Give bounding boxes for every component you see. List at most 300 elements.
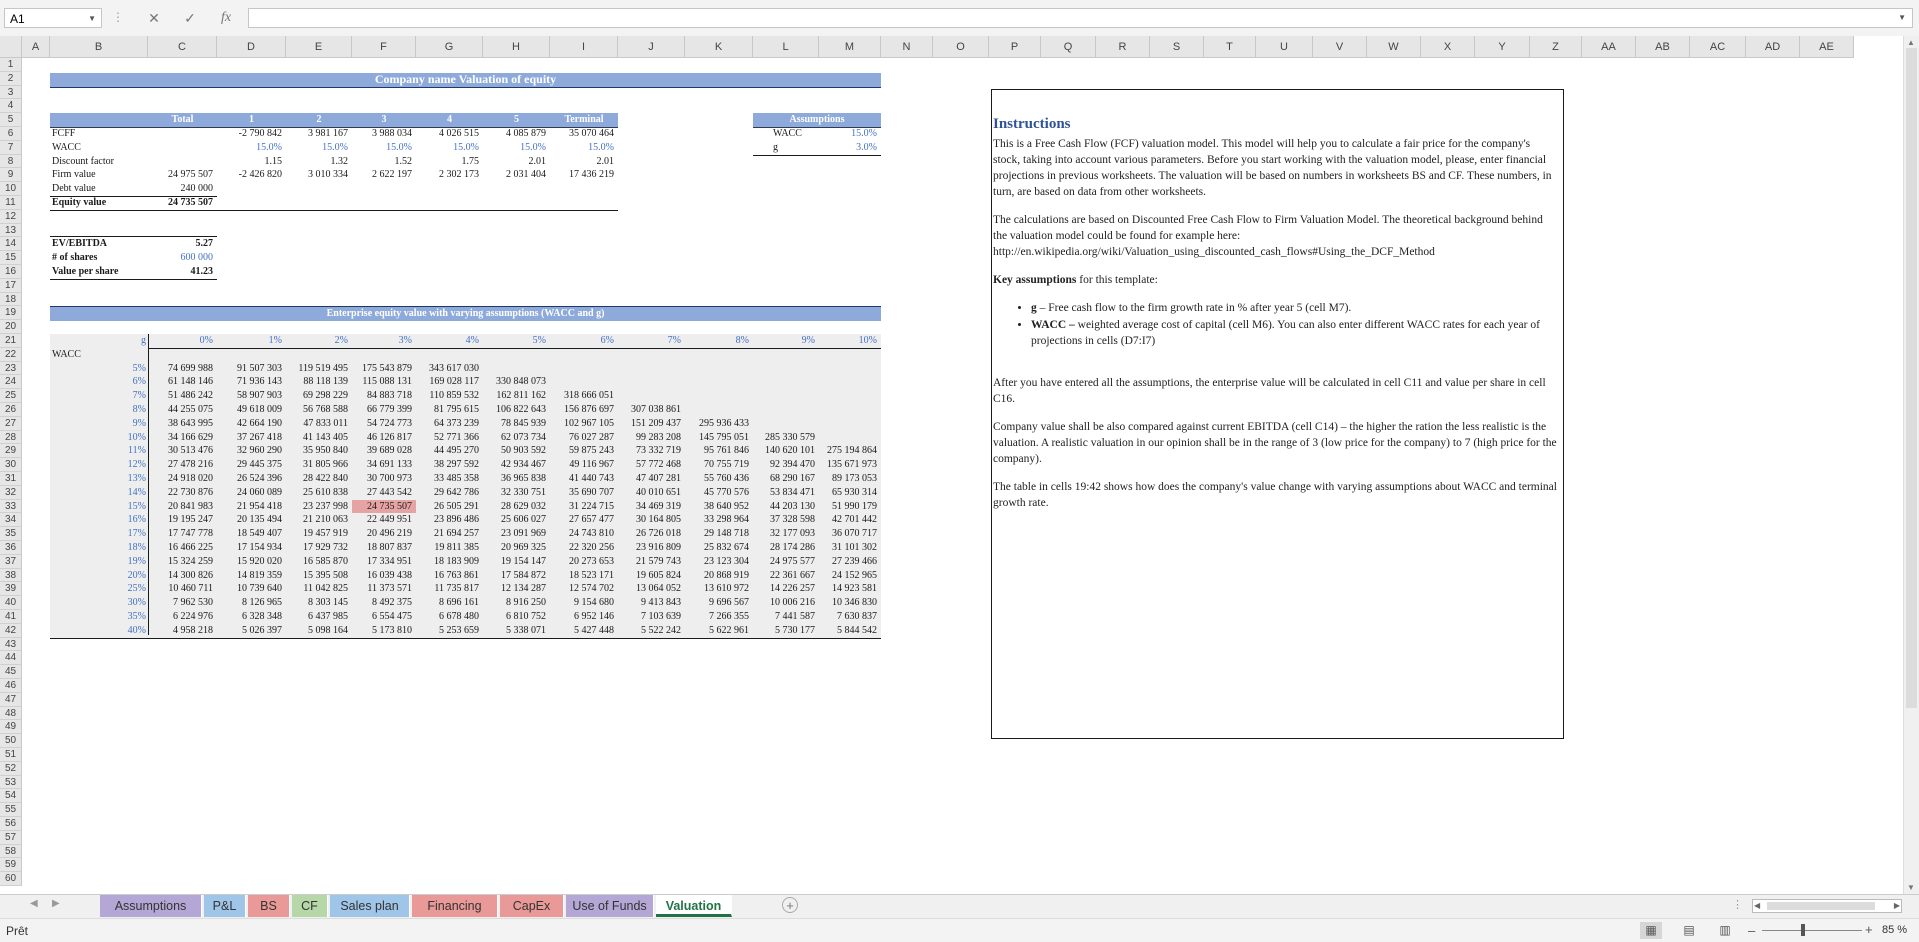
sensitivity-cell[interactable]: 22 449 951 (367, 514, 412, 526)
table-cell[interactable]: 24 735 507 (168, 197, 213, 208)
sensitivity-cell[interactable]: 21 579 743 (636, 555, 681, 567)
row-header[interactable]: 26 (0, 403, 22, 417)
sensitivity-cell[interactable]: 162 811 162 (496, 390, 546, 402)
sensitivity-cell[interactable]: 9 413 843 (641, 597, 681, 609)
sensitivity-cell[interactable]: 318 666 051 (564, 390, 614, 402)
row-header[interactable]: 52 (0, 762, 22, 776)
sensitivity-cell[interactable]: 38 640 952 (704, 500, 749, 512)
sensitivity-cell[interactable]: 6 328 348 (242, 611, 282, 622)
sensitivity-cell[interactable]: 58 907 903 (237, 390, 282, 402)
sensitivity-cell[interactable]: 25 606 027 (501, 514, 546, 526)
sensitivity-cell[interactable]: 23 091 969 (501, 528, 546, 540)
table-cell[interactable]: 15.0% (453, 141, 479, 153)
sensitivity-cell[interactable]: 22 320 256 (569, 542, 614, 553)
row-header[interactable]: 28 (0, 431, 22, 445)
sensitivity-cell[interactable]: 65 930 314 (832, 486, 877, 498)
sensitivity-cell[interactable]: 29 445 375 (237, 459, 282, 471)
sensitivity-cell[interactable]: 31 805 966 (303, 459, 348, 471)
row-header[interactable]: 14 (0, 237, 22, 251)
column-header[interactable]: V (1313, 36, 1367, 58)
sensitivity-cell[interactable]: 42 664 190 (237, 417, 282, 429)
sensitivity-cell[interactable]: 151 209 437 (631, 417, 681, 429)
sensitivity-cell[interactable]: 295 936 433 (699, 417, 749, 429)
sensitivity-cell[interactable]: 78 845 939 (501, 417, 546, 429)
sensitivity-cell[interactable]: 74 699 988 (168, 362, 213, 374)
sensitivity-cell[interactable]: 34 166 629 (168, 431, 213, 443)
sensitivity-cell[interactable]: 21 694 257 (434, 528, 479, 540)
sensitivity-cell[interactable]: 20 135 494 (237, 514, 282, 526)
sensitivity-cell[interactable]: 31 101 302 (832, 542, 877, 553)
sensitivity-cell[interactable]: 145 795 051 (699, 431, 749, 443)
sensitivity-cell[interactable]: 26 726 018 (636, 528, 681, 540)
sensitivity-cell[interactable]: 28 174 286 (770, 542, 815, 553)
table-cell[interactable]: 15.0% (386, 141, 412, 153)
tab-bs[interactable]: BS (248, 895, 290, 917)
sensitivity-cell[interactable]: 5 253 659 (439, 624, 479, 636)
formula-input[interactable] (248, 8, 1913, 28)
sensitivity-cell[interactable]: 106 822 643 (496, 404, 546, 415)
sensitivity-cell[interactable]: 21 210 063 (303, 514, 348, 526)
row-header[interactable]: 53 (0, 776, 22, 790)
row-header[interactable]: 8 (0, 155, 22, 169)
row-header[interactable]: 49 (0, 720, 22, 734)
sensitivity-cell[interactable]: 14 819 359 (237, 569, 282, 581)
scroll-down-icon[interactable]: ▼ (1907, 883, 1915, 892)
cancel-icon[interactable]: ✕ (148, 10, 160, 26)
sensitivity-cell[interactable]: 19 154 147 (501, 555, 546, 567)
tab-financing[interactable]: Financing (412, 895, 498, 917)
column-header[interactable]: N (881, 36, 933, 58)
sensitivity-cell[interactable]: 18 523 171 (569, 569, 614, 581)
sensitivity-cell[interactable]: 10 739 640 (237, 583, 282, 595)
sensitivity-cell[interactable]: 14 923 581 (832, 583, 877, 595)
column-header[interactable]: X (1421, 36, 1475, 58)
column-header[interactable]: I (550, 36, 618, 58)
row-header[interactable]: 48 (0, 707, 22, 721)
sensitivity-cell[interactable]: 285 330 579 (765, 431, 815, 443)
sensitivity-cell[interactable]: 15 395 508 (303, 569, 348, 581)
row-header[interactable]: 15 (0, 251, 22, 265)
sensitivity-cell[interactable]: 59 875 243 (569, 445, 614, 457)
row-header[interactable]: 43 (0, 638, 22, 652)
row-header[interactable]: 41 (0, 610, 22, 624)
row-header[interactable]: 24 (0, 375, 22, 389)
row-header[interactable]: 22 (0, 348, 22, 362)
row-header[interactable]: 10 (0, 182, 22, 196)
row-header[interactable]: 4 (0, 99, 22, 113)
row-header[interactable]: 34 (0, 513, 22, 527)
sensitivity-cell[interactable]: 27 239 466 (832, 555, 877, 567)
sensitivity-cell[interactable]: 5 730 177 (775, 624, 815, 636)
sensitivity-cell[interactable]: 17 334 951 (367, 555, 412, 567)
sensitivity-cell[interactable]: 23 916 809 (636, 542, 681, 553)
sensitivity-cell[interactable]: 36 965 838 (501, 473, 546, 484)
more-icon[interactable]: ⋮ (112, 10, 124, 24)
sensitivity-cell[interactable]: 61 148 146 (168, 376, 213, 388)
table-cell[interactable]: 2 302 173 (439, 169, 479, 181)
sensitivity-cell[interactable]: 26 505 291 (434, 500, 479, 512)
row-header[interactable]: 47 (0, 693, 22, 707)
sensitivity-cell[interactable]: 11 735 817 (434, 583, 479, 595)
row-header[interactable]: 51 (0, 748, 22, 762)
normal-view-icon[interactable]: ▦ (1640, 922, 1662, 939)
sensitivity-cell[interactable]: 24 060 089 (237, 486, 282, 498)
sensitivity-cell[interactable]: 12 574 702 (569, 583, 614, 595)
sensitivity-cell[interactable]: 29 148 718 (704, 528, 749, 540)
column-header[interactable]: P (989, 36, 1041, 58)
table-cell[interactable]: 15.0% (322, 141, 348, 153)
sensitivity-cell[interactable]: 140 620 101 (765, 445, 815, 457)
name-box[interactable] (4, 8, 102, 28)
sensitivity-cell[interactable]: 5 522 242 (641, 624, 681, 636)
sensitivity-cell[interactable]: 28 629 032 (501, 500, 546, 512)
sensitivity-cell[interactable]: 47 407 281 (636, 473, 681, 484)
sensitivity-cell[interactable]: 17 154 934 (237, 542, 282, 553)
tab-valuation[interactable]: Valuation (656, 895, 732, 917)
sensitivity-cell[interactable]: 7 630 837 (837, 611, 877, 622)
sensitivity-cell[interactable]: 34 691 133 (367, 459, 412, 471)
sensitivity-cell[interactable]: 50 903 592 (501, 445, 546, 457)
sensitivity-cell[interactable]: 53 834 471 (770, 486, 815, 498)
table-cell[interactable]: 1.32 (330, 155, 348, 167)
row-header[interactable]: 17 (0, 279, 22, 293)
horizontal-scroll-thumb[interactable] (1767, 902, 1875, 910)
sensitivity-cell[interactable]: 46 126 817 (367, 431, 412, 443)
sensitivity-cell[interactable]: 40 010 651 (636, 486, 681, 498)
row-header[interactable]: 21 (0, 334, 22, 348)
sensitivity-cell[interactable]: 18 549 407 (237, 528, 282, 540)
column-header[interactable]: L (753, 36, 819, 58)
sensitivity-cell[interactable]: 24 918 020 (168, 473, 213, 484)
row-header[interactable]: 3 (0, 86, 22, 100)
sensitivity-cell[interactable]: 8 492 375 (372, 597, 412, 609)
sensitivity-cell[interactable]: 70 755 719 (704, 459, 749, 471)
sensitivity-cell[interactable]: 44 495 270 (434, 445, 479, 457)
sensitivity-cell[interactable]: 16 466 225 (168, 542, 213, 553)
sensitivity-cell[interactable]: 275 194 864 (827, 445, 877, 457)
scroll-up-icon[interactable]: ▲ (1907, 38, 1915, 47)
sensitivity-cell[interactable]: 69 298 229 (303, 390, 348, 402)
sensitivity-cell[interactable]: 21 954 418 (237, 500, 282, 512)
row-header[interactable]: 50 (0, 734, 22, 748)
sensitivity-cell[interactable]: 56 768 588 (303, 404, 348, 415)
row-header[interactable]: 13 (0, 224, 22, 238)
row-header[interactable]: 25 (0, 389, 22, 403)
sensitivity-cell[interactable]: 34 469 319 (636, 500, 681, 512)
sensitivity-cell[interactable]: 156 876 697 (564, 404, 614, 415)
sensitivity-cell[interactable]: 99 283 208 (636, 431, 681, 443)
sensitivity-cell[interactable]: 18 183 909 (434, 555, 479, 567)
column-header[interactable]: AD (1746, 36, 1800, 58)
table-cell[interactable]: 4 085 879 (506, 128, 546, 139)
sensitivity-cell[interactable]: 33 298 964 (704, 514, 749, 526)
sensitivity-cell[interactable]: 30 164 805 (636, 514, 681, 526)
vertical-scrollbar[interactable] (1903, 36, 1919, 894)
row-header[interactable]: 40 (0, 596, 22, 610)
sensitivity-cell[interactable]: 8 696 161 (439, 597, 479, 609)
row-header[interactable]: 7 (0, 141, 22, 155)
sensitivity-cell[interactable]: 31 224 715 (569, 500, 614, 512)
sensitivity-cell[interactable]: 81 795 615 (434, 404, 479, 415)
sensitivity-cell[interactable]: 20 969 325 (501, 542, 546, 553)
row-header[interactable]: 59 (0, 858, 22, 872)
sensitivity-cell[interactable]: 71 936 143 (237, 376, 282, 388)
row-header[interactable]: 11 (0, 196, 22, 210)
row-header[interactable]: 39 (0, 582, 22, 596)
sensitivity-cell[interactable]: 14 226 257 (770, 583, 815, 595)
column-header[interactable]: Y (1475, 36, 1530, 58)
sensitivity-cell[interactable]: 19 457 919 (303, 528, 348, 540)
table-cell[interactable]: 1.15 (264, 155, 282, 167)
sensitivity-cell[interactable]: 29 642 786 (434, 486, 479, 498)
assumption-value[interactable]: 15.0% (851, 128, 877, 139)
sensitivity-cell[interactable]: 45 770 576 (704, 486, 749, 498)
column-header[interactable]: T (1204, 36, 1256, 58)
sensitivity-cell[interactable]: 119 519 495 (298, 362, 348, 374)
horizontal-scrollbar[interactable] (1752, 899, 1902, 913)
column-header[interactable]: Z (1530, 36, 1582, 58)
sensitivity-cell[interactable]: 5 338 071 (506, 624, 546, 636)
sensitivity-cell[interactable]: 19 605 824 (636, 569, 681, 581)
sensitivity-cell[interactable]: 20 868 919 (704, 569, 749, 581)
table-cell[interactable]: 2.01 (528, 155, 546, 167)
sensitivity-cell[interactable]: 44 255 075 (168, 404, 213, 415)
sensitivity-cell[interactable]: 19 195 247 (168, 514, 213, 526)
sensitivity-cell[interactable]: 38 297 592 (434, 459, 479, 471)
column-header[interactable]: A (22, 36, 50, 58)
sensitivity-cell[interactable]: 68 290 167 (770, 473, 815, 484)
scroll-right-icon[interactable]: ▶ (1893, 901, 1900, 910)
sensitivity-cell[interactable]: 26 524 396 (237, 473, 282, 484)
row-header[interactable]: 42 (0, 624, 22, 638)
sensitivity-cell[interactable]: 42 701 442 (832, 514, 877, 526)
sensitivity-cell[interactable]: 55 760 436 (704, 473, 749, 484)
row-header[interactable]: 1 (0, 58, 22, 72)
row-header[interactable]: 2 (0, 72, 22, 86)
sensitivity-cell[interactable]: 6 224 976 (173, 611, 213, 622)
sensitivity-cell[interactable]: 169 028 117 (429, 376, 479, 388)
table-cell[interactable]: 15.0% (588, 141, 614, 153)
row-header[interactable]: 29 (0, 444, 22, 458)
sensitivity-cell[interactable]: 18 807 837 (367, 542, 412, 553)
column-header[interactable]: F (352, 36, 416, 58)
sensitivity-cell[interactable]: 62 073 734 (501, 431, 546, 443)
sensitivity-cell[interactable]: 16 039 438 (367, 569, 412, 581)
prev-sheet-icon[interactable]: ◀ (30, 898, 38, 909)
row-header[interactable]: 27 (0, 417, 22, 431)
sensitivity-cell[interactable]: 330 848 073 (496, 376, 546, 388)
expand-formula-icon[interactable]: ▼ (1898, 13, 1906, 22)
sensitivity-cell[interactable]: 66 779 399 (367, 404, 412, 415)
row-header[interactable]: 58 (0, 845, 22, 859)
sensitivity-cell[interactable]: 22 361 667 (770, 569, 815, 581)
sensitivity-cell[interactable]: 42 934 467 (501, 459, 546, 471)
column-header[interactable]: AE (1800, 36, 1854, 58)
table-cell[interactable]: 17 436 219 (569, 169, 614, 181)
sensitivity-cell[interactable]: 25 610 838 (303, 486, 348, 498)
table-cell[interactable]: 24 975 507 (168, 169, 213, 181)
sensitivity-cell[interactable]: 22 730 876 (168, 486, 213, 498)
row-header[interactable]: 35 (0, 527, 22, 541)
row-header[interactable]: 33 (0, 500, 22, 514)
row-header[interactable]: 32 (0, 486, 22, 500)
table-cell[interactable]: -2 426 820 (238, 169, 282, 181)
sensitivity-cell[interactable]: 19 811 385 (434, 542, 479, 553)
column-header[interactable]: AC (1690, 36, 1746, 58)
row-header[interactable]: 16 (0, 265, 22, 279)
table-cell[interactable]: 15.0% (520, 141, 546, 153)
column-header[interactable]: M (819, 36, 881, 58)
table-cell[interactable]: -2 790 842 (238, 128, 282, 139)
sensitivity-cell[interactable]: 13 064 052 (636, 583, 681, 595)
sensitivity-cell[interactable]: 5 622 961 (709, 624, 749, 636)
instructions-box[interactable] (991, 89, 1564, 739)
highlighted-cell[interactable]: 24 735 507 (352, 500, 416, 514)
sensitivity-cell[interactable]: 64 373 239 (434, 417, 479, 429)
page-layout-icon[interactable]: ▤ (1683, 923, 1695, 937)
sensitivity-cell[interactable]: 6 810 752 (506, 611, 546, 622)
sensitivity-cell[interactable]: 17 929 732 (303, 542, 348, 553)
sensitivity-cell[interactable]: 8 126 965 (242, 597, 282, 609)
row-header[interactable]: 19 (0, 306, 22, 320)
row-header[interactable]: 46 (0, 679, 22, 693)
more-icon[interactable]: ⋮ (1732, 899, 1743, 911)
page-break-view-icon[interactable]: ▥ (1719, 923, 1731, 937)
row-header[interactable]: 12 (0, 210, 22, 224)
column-header[interactable]: S (1150, 36, 1204, 58)
table-cell[interactable]: 3 010 334 (308, 169, 348, 181)
sensitivity-cell[interactable]: 91 507 303 (237, 362, 282, 374)
sensitivity-cell[interactable]: 51 486 242 (168, 390, 213, 402)
sensitivity-cell[interactable]: 30 513 476 (168, 445, 213, 457)
sensitivity-cell[interactable]: 35 950 840 (303, 445, 348, 457)
column-header[interactable]: D (217, 36, 286, 58)
row-header[interactable]: 37 (0, 555, 22, 569)
row-header[interactable]: 55 (0, 803, 22, 817)
sensitivity-cell[interactable]: 5 098 164 (308, 624, 348, 636)
sensitivity-cell[interactable]: 24 152 965 (832, 569, 877, 581)
assumption-value[interactable]: 3.0% (856, 141, 877, 153)
zoom-out-icon[interactable]: – (1748, 923, 1756, 938)
sensitivity-cell[interactable]: 10 460 711 (168, 583, 213, 595)
column-header[interactable]: AA (1582, 36, 1636, 58)
sensitivity-cell[interactable]: 41 143 405 (303, 431, 348, 443)
sensitivity-cell[interactable]: 35 690 707 (569, 486, 614, 498)
sensitivity-cell[interactable]: 7 266 355 (709, 611, 749, 622)
sensitivity-cell[interactable]: 44 203 130 (770, 500, 815, 512)
sensitivity-cell[interactable]: 6 952 146 (574, 611, 614, 622)
column-header[interactable]: E (286, 36, 352, 58)
column-header[interactable]: AB (1636, 36, 1690, 58)
sensitivity-cell[interactable]: 39 689 028 (367, 445, 412, 457)
sensitivity-cell[interactable]: 17 584 872 (501, 569, 546, 581)
sensitivity-cell[interactable]: 5 844 542 (837, 624, 877, 636)
sensitivity-cell[interactable]: 89 173 053 (832, 473, 877, 484)
sensitivity-cell[interactable]: 7 103 639 (641, 611, 681, 622)
tab-capex[interactable]: CapEx (500, 895, 564, 917)
table-cell[interactable]: 1.52 (394, 155, 412, 167)
scroll-left-icon[interactable]: ◀ (1754, 901, 1761, 910)
zoom-in-icon[interactable]: + (1865, 922, 1873, 937)
sensitivity-cell[interactable]: 27 657 477 (569, 514, 614, 526)
zoom-slider[interactable] (1762, 930, 1862, 931)
sensitivity-cell[interactable]: 8 916 250 (506, 597, 546, 609)
sensitivity-cell[interactable]: 84 883 718 (367, 390, 412, 402)
row-header[interactable]: 20 (0, 320, 22, 334)
row-header[interactable]: 44 (0, 651, 22, 665)
sensitivity-cell[interactable]: 307 038 861 (631, 404, 681, 415)
sensitivity-cell[interactable]: 73 332 719 (636, 445, 681, 457)
sensitivity-cell[interactable]: 17 747 778 (168, 528, 213, 540)
row-header[interactable]: 57 (0, 831, 22, 845)
sensitivity-cell[interactable]: 92 394 470 (770, 459, 815, 471)
row-header[interactable]: 9 (0, 168, 22, 182)
sensitivity-cell[interactable]: 115 088 131 (362, 376, 412, 388)
tab-p-l[interactable]: P&L (204, 895, 246, 917)
column-header[interactable]: R (1096, 36, 1150, 58)
sensitivity-cell[interactable]: 5 026 397 (242, 624, 282, 636)
column-header[interactable]: H (483, 36, 550, 58)
sensitivity-cell[interactable]: 9 154 680 (574, 597, 614, 609)
table-cell[interactable]: 2.01 (596, 155, 614, 167)
vertical-scroll-thumb[interactable] (1906, 48, 1917, 708)
row-header[interactable]: 56 (0, 817, 22, 831)
sensitivity-cell[interactable]: 5 173 810 (372, 624, 412, 636)
sensitivity-cell[interactable]: 7 441 587 (775, 611, 815, 622)
zoom-slider-thumb[interactable] (1801, 924, 1805, 936)
sensitivity-cell[interactable]: 135 671 973 (827, 459, 877, 471)
sensitivity-cell[interactable]: 12 134 287 (501, 583, 546, 595)
tab-sales-plan[interactable]: Sales plan (330, 895, 410, 917)
row-header[interactable]: 18 (0, 293, 22, 307)
tab-use-of-funds[interactable]: Use of Funds (566, 895, 654, 917)
sensitivity-cell[interactable]: 41 440 743 (569, 473, 614, 484)
sensitivity-cell[interactable]: 8 303 145 (308, 597, 348, 609)
select-all-corner[interactable] (0, 36, 22, 58)
sensitivity-cell[interactable]: 49 116 967 (569, 459, 614, 471)
sensitivity-cell[interactable]: 27 478 216 (168, 459, 213, 471)
row-header[interactable]: 54 (0, 789, 22, 803)
insert-function-icon[interactable]: fx (220, 10, 232, 25)
row-header[interactable]: 36 (0, 541, 22, 555)
column-header[interactable]: J (618, 36, 685, 58)
table-cell[interactable]: 3 988 034 (372, 128, 412, 139)
row-header[interactable]: 6 (0, 127, 22, 141)
sensitivity-cell[interactable]: 30 700 973 (367, 473, 412, 484)
row-header[interactable]: 38 (0, 569, 22, 583)
row-header[interactable]: 30 (0, 458, 22, 472)
sensitivity-cell[interactable]: 343 617 030 (429, 362, 479, 374)
sensitivity-cell[interactable]: 14 300 826 (168, 569, 213, 581)
metric-value[interactable]: 41.23 (190, 266, 213, 277)
sensitivity-cell[interactable]: 95 761 846 (704, 445, 749, 457)
metric-value[interactable]: 5.27 (195, 238, 213, 250)
sensitivity-cell[interactable]: 37 267 418 (237, 431, 282, 443)
table-cell[interactable]: 240 000 (180, 183, 213, 195)
row-header[interactable]: 5 (0, 113, 22, 127)
sensitivity-cell[interactable]: 5 427 448 (574, 624, 614, 636)
sensitivity-cell[interactable]: 25 832 674 (704, 542, 749, 553)
sensitivity-cell[interactable]: 49 618 009 (237, 404, 282, 415)
table-cell[interactable]: 4 026 515 (439, 128, 479, 139)
sensitivity-cell[interactable]: 47 833 011 (303, 417, 348, 429)
sensitivity-cell[interactable]: 51 990 179 (832, 500, 877, 512)
column-header[interactable]: B (50, 36, 148, 58)
chevron-down-icon[interactable]: ▼ (88, 14, 96, 23)
sensitivity-cell[interactable]: 102 967 105 (564, 417, 614, 429)
sensitivity-cell[interactable]: 32 330 751 (501, 486, 546, 498)
table-cell[interactable]: 2 622 197 (372, 169, 412, 181)
